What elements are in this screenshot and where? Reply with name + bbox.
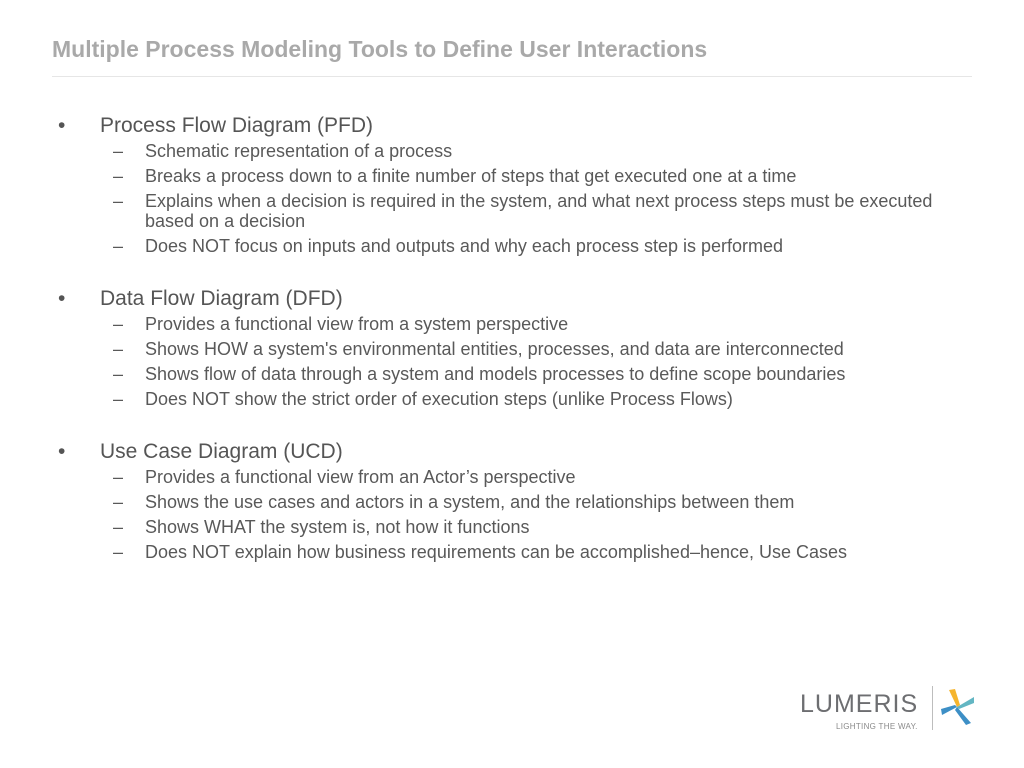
sub-bullet-text: Breaks a process down to a finite number of steps that get executed one at a time <box>145 166 797 186</box>
section-ucd <box>58 439 968 562</box>
section-pfd <box>58 113 968 256</box>
dash-icon: – <box>113 467 124 487</box>
logo-tagline: LIGHTING THE WAY. <box>836 722 918 731</box>
sub-bullet-text: Does NOT explain how business requirements can be accomplished–hence, Use Cases <box>145 542 848 562</box>
dash-icon: – <box>113 166 124 186</box>
section-heading-text: Use Case Diagram (UCD) <box>100 440 343 463</box>
sub-bullet-text: Shows WHAT the system is, not how it functions <box>145 517 530 537</box>
sub-bullet <box>58 314 968 334</box>
dash-icon: – <box>113 364 124 384</box>
sub-bullet-text: Shows the use cases and actors in a system, and the relationships between them <box>145 492 795 512</box>
sub-bullet <box>58 141 968 161</box>
bullet-icon: • <box>58 440 66 463</box>
sub-bullet-list <box>58 141 968 256</box>
dash-icon: – <box>113 542 124 562</box>
sub-bullet <box>58 236 968 256</box>
dash-icon: – <box>113 389 124 409</box>
sub-bullet-text: Shows flow of data through a system and models processes to define scope boundaries <box>145 364 846 384</box>
section-heading <box>58 286 968 312</box>
sub-bullet-list <box>58 314 968 409</box>
sub-bullet-text: Explains when a decision is required in the system, and what next process steps must be executed based on a decision <box>145 191 933 231</box>
dash-icon: – <box>113 191 124 211</box>
section-heading <box>58 439 968 465</box>
section-dfd <box>58 286 968 409</box>
sub-bullet <box>58 364 968 384</box>
sub-bullet <box>58 166 968 186</box>
sub-bullet <box>58 542 968 562</box>
lumeris-logo <box>798 684 978 734</box>
sub-bullet <box>58 467 968 487</box>
logo-divider <box>932 686 933 730</box>
sub-bullet <box>58 517 968 537</box>
section-heading <box>58 113 968 139</box>
title-divider <box>52 76 972 77</box>
dash-icon: – <box>113 517 124 537</box>
sub-bullet <box>58 191 968 231</box>
sub-bullet <box>58 389 968 409</box>
dash-icon: – <box>113 236 124 256</box>
sub-bullet-text: Schematic representation of a process <box>145 141 453 161</box>
sub-bullet <box>58 339 968 359</box>
dash-icon: – <box>113 492 124 512</box>
slide-title: Multiple Process Modeling Tools to Define User Interactions <box>52 36 708 62</box>
sub-bullet-text: Does NOT show the strict order of execution steps (unlike Process Flows) <box>145 389 733 409</box>
dash-icon: – <box>113 314 124 334</box>
bullet-icon: • <box>58 114 66 137</box>
sub-bullet-text: Provides a functional view from an Actor’s perspective <box>145 467 576 487</box>
bullet-icon: • <box>58 287 66 310</box>
sub-bullet-text: Shows HOW a system's environmental entities, processes, and data are interconnected <box>145 339 844 359</box>
sub-bullet <box>58 492 968 512</box>
sub-bullet-text: Does NOT focus on inputs and outputs and why each process step is performed <box>145 236 784 256</box>
sub-bullet-list <box>58 467 968 562</box>
sub-bullet-text: Provides a functional view from a system perspective <box>145 314 569 334</box>
bullet-content <box>58 113 968 592</box>
section-heading-text: Process Flow Diagram (PFD) <box>100 114 374 137</box>
logo-wordmark: LUMERIS <box>800 690 919 718</box>
dash-icon: – <box>113 141 124 161</box>
dash-icon: – <box>113 339 124 359</box>
lumeris-star-icon <box>941 688 975 726</box>
section-heading-text: Data Flow Diagram (DFD) <box>100 287 343 310</box>
